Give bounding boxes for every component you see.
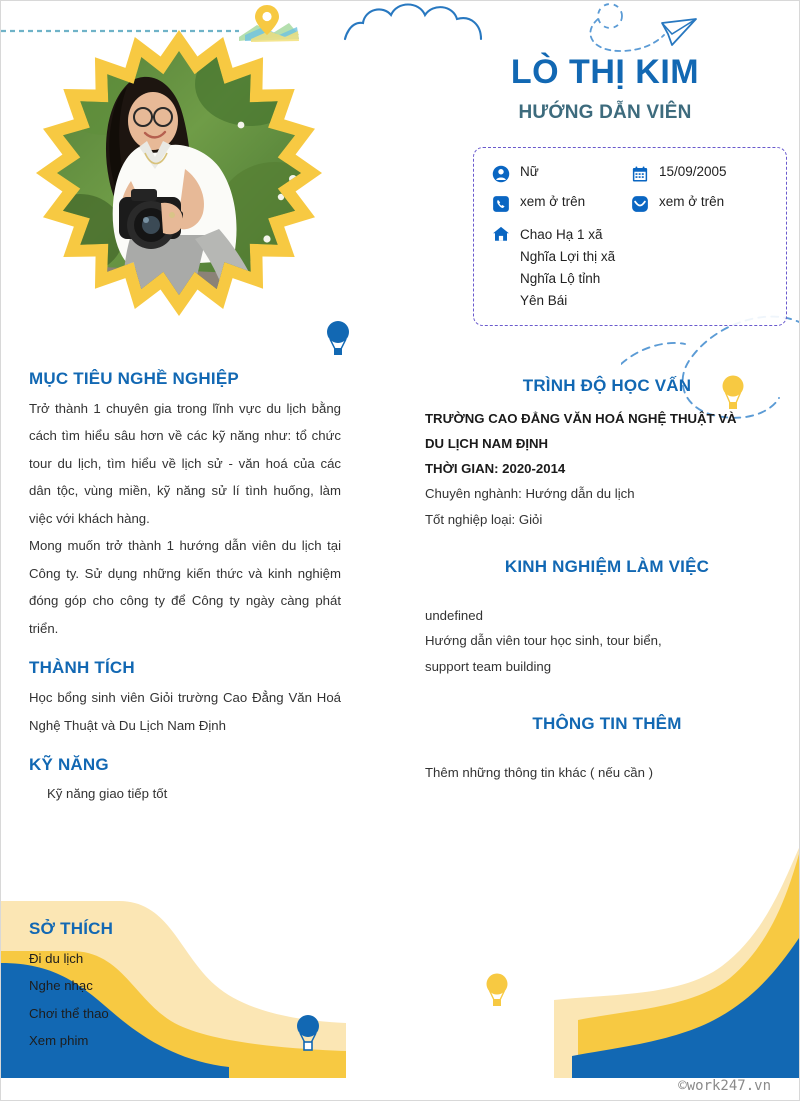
achievements-title: THÀNH TÍCH [29, 658, 135, 678]
section-skills [29, 755, 341, 807]
contact-gender [492, 164, 631, 183]
skills-title: KỸ NĂNG [29, 754, 109, 774]
hobby-item: Chơi thể thao [29, 1005, 109, 1021]
contact-phone-value: xem ở trên [520, 194, 586, 209]
contact-birthday [631, 164, 770, 183]
education-title: TRÌNH ĐỘ HỌC VẤN [522, 376, 692, 395]
paper-plane-icon [576, 1, 701, 61]
cv-header [421, 53, 789, 124]
additional-text: Thêm những thông tin khác ( nếu cần ) [425, 764, 654, 780]
contact-address [492, 224, 770, 311]
address-line: Nghĩa Lợi thị xã [520, 248, 616, 264]
contact-email-value: xem ở trên [659, 194, 725, 209]
section-additional [425, 714, 789, 786]
objective-paragraph: Trở thành 1 chuyên gia trong lĩnh vực du lịch bằng cách tìm hiểu sâu hơn về các kỹ năng như: tổ chức tour du lịch, tìm hiểu về lịch sử - văn hoá của các dân tộc, vùng miền, kỹ năng sử lí tình huống, làm việc với khách hàng. [29, 401, 341, 526]
cloud-icon [341, 0, 511, 51]
education-major: Chuyên nghành: Hướng dẫn du lịch [425, 486, 635, 502]
phone-icon [492, 195, 510, 213]
hobby-item: Đi du lịch [29, 951, 84, 966]
candidate-role: HƯỚNG DẪN VIÊN [518, 102, 692, 124]
footer-credit: ©work247.vn [678, 1078, 771, 1094]
contact-info-box [473, 147, 787, 326]
section-education [425, 376, 789, 533]
additional-title: THÔNG TIN THÊM [532, 713, 682, 733]
right-column [425, 376, 789, 786]
contact-address-lines [520, 224, 615, 311]
objective-title: MỤC TIÊU NGHỀ NGHIỆP [29, 369, 239, 388]
section-experience [425, 557, 789, 680]
address-line: Yên Bái [520, 292, 568, 308]
candidate-name: LÒ THỊ KIM [510, 53, 700, 91]
education-school-line: TRƯỜNG CAO ĐẲNG VĂN HOÁ NGHỆ THUẬT VÀ [425, 411, 737, 426]
education-school-line: DU LỊCH NAM ĐỊNH [425, 436, 549, 452]
profile-photo [35, 29, 323, 317]
experience-company: undefined [425, 607, 483, 623]
experience-detail-line: support team building [425, 659, 552, 675]
person-icon [492, 165, 510, 183]
section-objective [29, 369, 341, 642]
education-period: THỜI GIAN: 2020-2014 [425, 461, 566, 477]
section-achievements [29, 658, 341, 739]
skill-item: Kỹ năng giao tiếp tốt [47, 785, 168, 801]
hobby-item: Nghe nhạc [29, 978, 93, 994]
address-line: Chao Hạ 1 xã [520, 227, 603, 242]
calendar-icon [631, 165, 649, 183]
contact-email [631, 194, 770, 213]
section-hobbies [29, 919, 329, 1055]
hobby-item: Xem phim [29, 1033, 89, 1049]
achievements-text: Học bổng sinh viên Giỏi trường Cao Đẳng Văn Hoá Nghệ Thuật và Du Lịch Nam Định [29, 690, 341, 733]
hot-air-balloon-icon [323, 319, 353, 359]
contact-birthday-value: 15/09/2005 [659, 164, 727, 179]
experience-title: KINH NGHIỆM LÀM VIỆC [504, 556, 710, 576]
hobbies-title: SỞ THÍCH [29, 919, 114, 938]
wave-decoration-right [554, 848, 799, 1078]
envelope-icon [631, 195, 649, 213]
left-column [29, 369, 341, 807]
home-icon [492, 225, 510, 243]
experience-detail-line: Hướng dẫn viên tour học sinh, tour biển, [425, 633, 662, 649]
hot-air-balloon-icon [483, 971, 511, 1011]
education-grade: Tốt nghiệp loại: Giỏi [425, 511, 543, 527]
contact-gender-value: Nữ [520, 164, 539, 179]
contact-phone [492, 194, 631, 213]
address-line: Nghĩa Lộ tỉnh [520, 270, 601, 286]
objective-paragraph: Mong muốn trở thành 1 hướng dẫn viên du lịch tại Công ty. Sử dụng những kiến thức và kinh nghiệm đóng góp cho công ty để Công ty ngày càng phát triển. [29, 538, 341, 636]
